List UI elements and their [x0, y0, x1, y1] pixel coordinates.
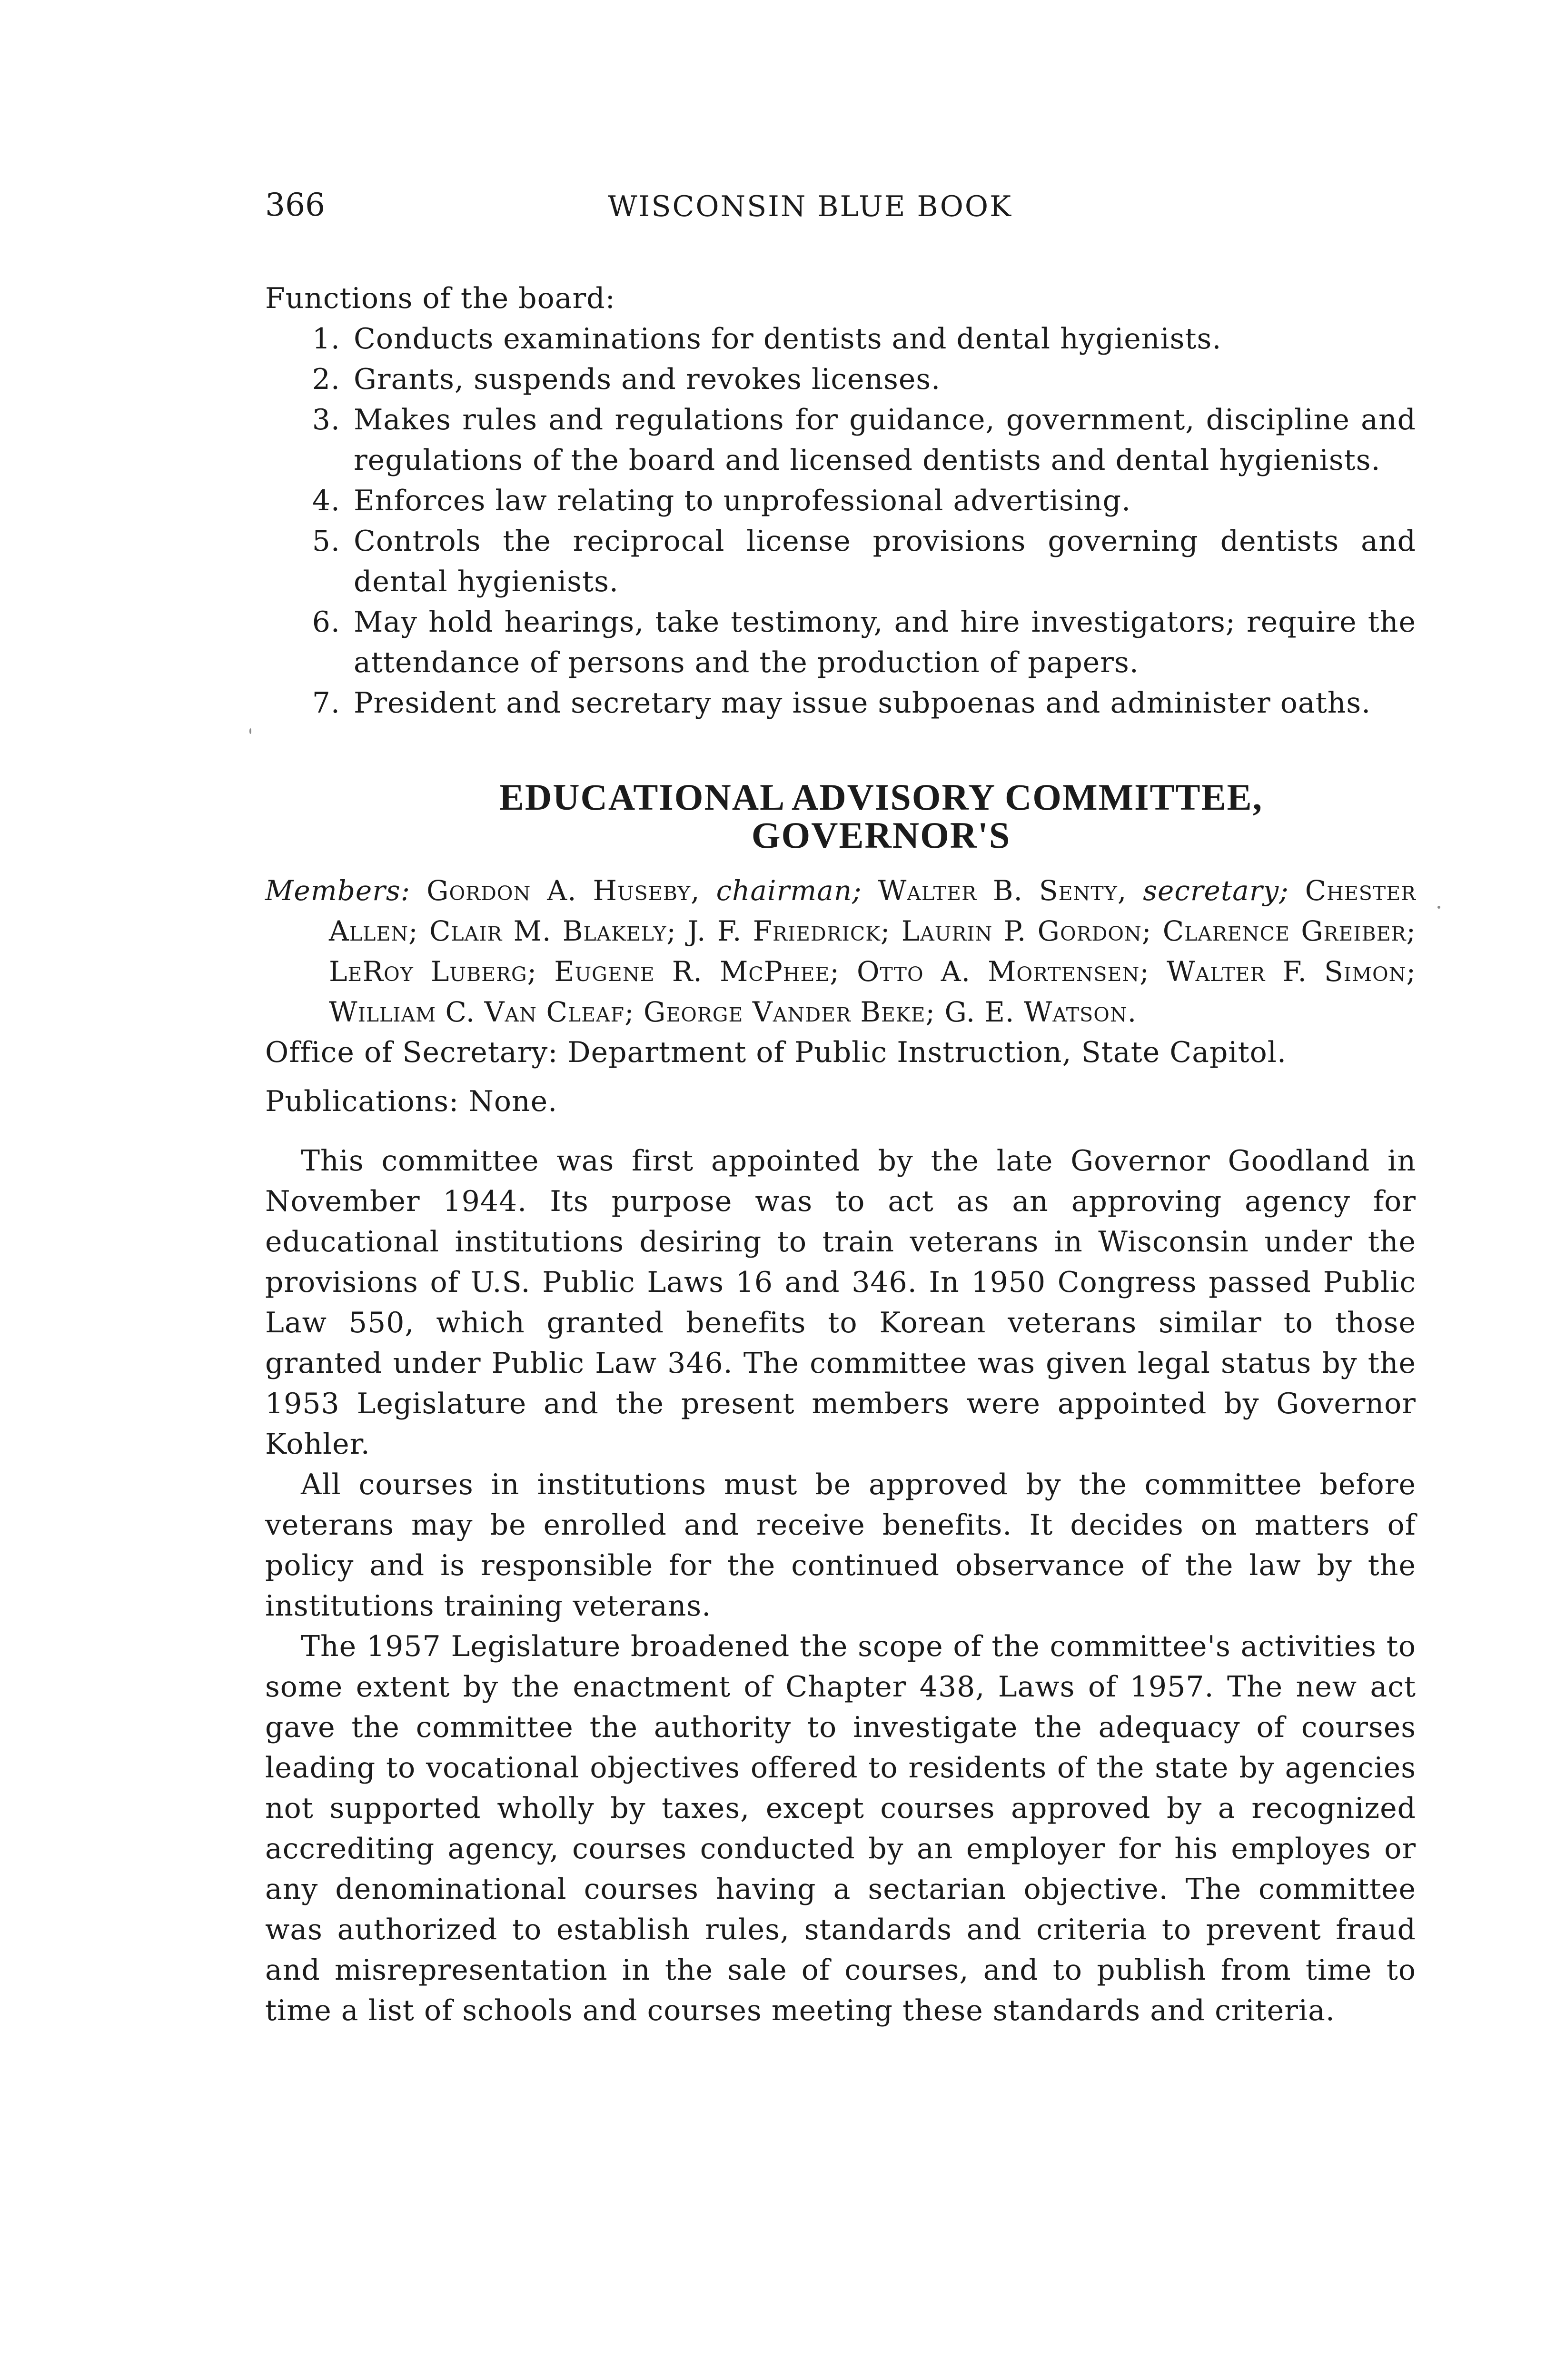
page-content	[265, 278, 1416, 2031]
list-item-text: Grants, suspends and revokes licenses.	[354, 363, 941, 396]
list-item	[265, 521, 1416, 602]
member-list: Chester Allen; Clair M. Blakely; J. F. Friedrick; Laurin P. Gordon; Clarence Greiber; LeRoy Luberg; Eugene R. McPhee; Otto A. Mortensen; Walter F. Simon; William C. Van Cleaf; George Vander Beke; G. E. Watson.	[329, 874, 1417, 1028]
list-item	[265, 683, 1416, 724]
body-paragraph: The 1957 Legislature broadened the scope of the committee's activities to some extent by the enactment of Chapter 438, Laws of 1957. The new act gave the committee the authority to investigate the adequacy of courses leading to vocational objectives offered to residents of the state by agencies not supported wholly by taxes, except courses approved by a recognized accrediting agency, courses conducted by an employer for his employes or any denominational courses having a sectarian objective. The committee was authorized to establish rules, standards and criteria to prevent fraud and misrepresentation in the sale of courses, and to publish from time to time a list of schools and courses meeting these standards and criteria.	[265, 1630, 1416, 2027]
members-paragraph	[265, 871, 1416, 1032]
list-item-text: Makes rules and regulations for guidance, government, discipline and regulations of the board and licensed dentists and dental hygienists.	[354, 403, 1416, 477]
chairman-role: chairman;	[716, 874, 862, 907]
list-item-number: 3.	[312, 403, 340, 436]
secretary-role: secretary;	[1143, 874, 1289, 907]
running-head: WISCONSIN BLUE BOOK	[608, 190, 1012, 223]
list-item-text: May hold hearings, take testimony, and hire investigators; require the attendance of persons and the production of papers.	[354, 605, 1416, 679]
list-item-text: Enforces law relating to unprofessional advertising.	[354, 484, 1131, 517]
list-item-text: Conducts examinations for dentists and dental hygienists.	[354, 322, 1222, 356]
print-speck	[1437, 906, 1440, 909]
office-line: Office of Secretary: Department of Public Instruction, State Capitol.	[265, 1036, 1287, 1069]
body-paragraph: All courses in institutions must be approved by the committee before veterans may be enrolled and receive benefits. It decides on matters of policy and is responsible for the continued observance of the law by the institutions training veterans.	[265, 1468, 1416, 1623]
list-item-number: 7.	[312, 686, 340, 720]
functions-label: Functions of the board:	[265, 282, 615, 315]
list-item-number: 2.	[312, 363, 340, 396]
functions-list	[265, 319, 1416, 724]
section-title	[265, 778, 1416, 854]
list-item	[265, 319, 1416, 359]
list-item-number: 4.	[312, 484, 340, 517]
publications-line: Publications: None.	[265, 1085, 558, 1118]
page-number: 366	[265, 187, 325, 223]
list-item-number: 6.	[312, 605, 340, 639]
member-chairman: Gordon A. Huseby,	[426, 874, 700, 907]
print-speck	[249, 728, 251, 734]
section-title-line-1: EDUCATIONAL ADVISORY COMMITTEE,	[499, 776, 1263, 818]
members-label: Members:	[265, 874, 411, 907]
list-item	[265, 481, 1416, 521]
body-paragraph: This committee was first appointed by the late Governor Goodland in November 1944. Its purpose was to act as an approving agency for educational institutions desiring to train veterans in Wisconsin under the provisions of U.S. Public Laws 16 and 346. In 1950 Congress passed Public Law 550, which granted benefits to Korean veterans similar to those granted under Public Law 346. The committee was given legal status by the 1953 Legislature and the present members were appointed by Governor Kohler.	[265, 1144, 1416, 1461]
list-item-text: President and secretary may issue subpoenas and administer oaths.	[354, 686, 1371, 720]
list-item-number: 5.	[312, 525, 340, 558]
list-item	[265, 602, 1416, 683]
list-item	[265, 400, 1416, 481]
list-item	[265, 359, 1416, 400]
list-item-text: Controls the reciprocal license provisions governing dentists and dental hygienists.	[354, 525, 1416, 598]
member-secretary: Walter B. Senty,	[878, 874, 1127, 907]
section-title-line-2: GOVERNOR'S	[751, 814, 1011, 856]
list-item-number: 1.	[312, 322, 340, 356]
